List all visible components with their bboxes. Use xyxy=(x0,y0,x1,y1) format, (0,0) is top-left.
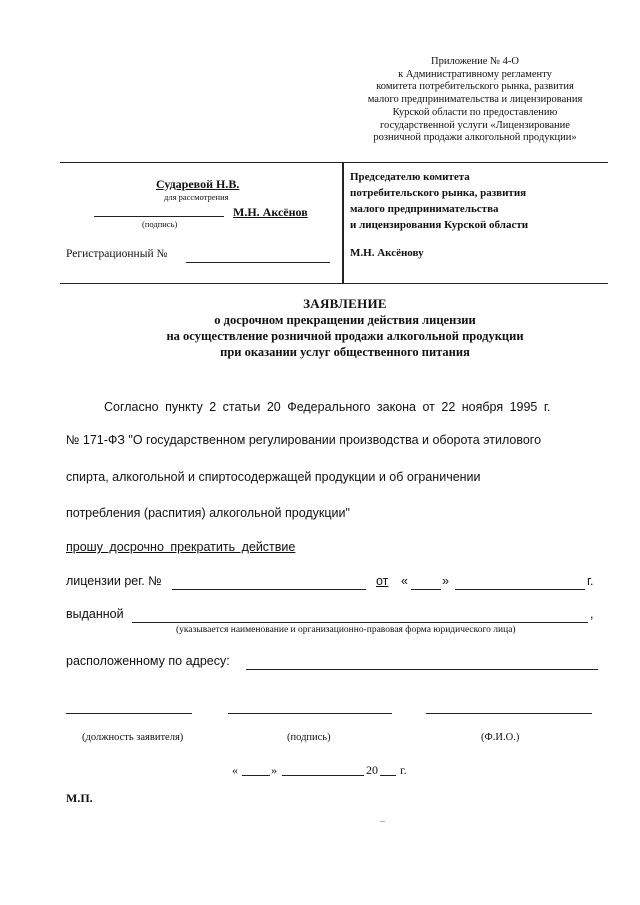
request-text: прошу досрочно прекратить действие xyxy=(66,540,296,554)
year-suffix: г. xyxy=(587,574,594,588)
quote-close: » xyxy=(442,574,449,588)
addressee-name: М.Н. Аксёнову xyxy=(350,247,424,259)
date-quote-open: « xyxy=(232,763,238,777)
appendix-line: государственной услуги «Лицензирование xyxy=(380,119,570,131)
body-line: потребления (распития) алкогольной продукции" xyxy=(66,506,350,520)
date-year-field[interactable] xyxy=(380,775,396,776)
registration-label: Регистрационный № xyxy=(66,248,168,260)
body-line: Согласно пункту 2 статьи 20 Федерального закона от 22 ноября 1995 г. xyxy=(104,400,551,414)
from-label: от xyxy=(376,574,389,588)
appendix-line: малого предпринимательства и лицензирования xyxy=(367,94,583,106)
date-year-suffix: г. xyxy=(400,763,407,777)
header-divider xyxy=(342,163,344,283)
appendix-line: комитета потребительского рынка, развития xyxy=(376,81,574,93)
recipient-note: для рассмотрения xyxy=(164,192,229,202)
appendix-line: Курской области по предоставлению xyxy=(392,106,558,118)
addressee-line: и лицензирования Курской области xyxy=(350,219,529,231)
recipient-name: Сударевой Н.В. xyxy=(156,177,240,191)
appendix-line: розничной продажи алкогольной продукции» xyxy=(373,132,577,144)
appendix-line: к Административному регламенту xyxy=(398,68,552,80)
date-quote-close: » xyxy=(271,763,277,777)
title-line: на осуществление розничной продажи алкогольной продукции xyxy=(166,329,524,343)
addressee-line: малого предпринимательства xyxy=(350,203,499,215)
date-year-prefix: 20 xyxy=(366,763,378,777)
addressee-line: Председателю комитета xyxy=(350,171,470,183)
position-caption: (должность заявителя) xyxy=(82,732,184,743)
appendix-line: Приложение № 4-О xyxy=(431,56,519,67)
title-main: ЗАЯВЛЕНИЕ xyxy=(303,296,387,311)
resolution-signature-line[interactable] xyxy=(94,216,224,217)
stamp-label: М.П. xyxy=(66,791,93,805)
license-month-field[interactable] xyxy=(455,589,585,590)
title-line: о досрочном прекращении действия лицензии xyxy=(214,313,476,327)
applicant-signature-field[interactable] xyxy=(228,713,392,714)
applicant-name-field[interactable] xyxy=(426,713,592,714)
body-line: № 171-ФЗ "О государственном регулировании производства и оборота этилового xyxy=(66,433,542,447)
resolution-block xyxy=(60,163,342,283)
signature-caption: (подпись) xyxy=(142,219,178,229)
issued-label: выданной xyxy=(66,607,124,621)
appendix-header xyxy=(320,56,630,145)
footer-mark: – xyxy=(380,816,385,827)
license-number-field[interactable] xyxy=(172,589,366,590)
issued-caption: (указывается наименование и организационно-правовая форма юридического лица) xyxy=(176,625,516,635)
issued-to-field[interactable] xyxy=(132,622,588,623)
quote-open: « xyxy=(401,574,408,588)
license-label: лицензии рег. № xyxy=(66,574,162,588)
issued-comma: , xyxy=(590,607,594,621)
signature-caption-bottom: (подпись) xyxy=(287,732,331,743)
registration-number-field[interactable] xyxy=(186,262,330,263)
title-line: при оказании услуг общественного питания xyxy=(220,345,470,359)
addressee-line: потребительского рынка, развития xyxy=(350,187,527,199)
body-line: спирта, алкогольной и спиртосодержащей продукции и об ограничении xyxy=(66,470,481,484)
address-field[interactable] xyxy=(246,669,598,670)
date-month-field[interactable] xyxy=(282,775,364,776)
addressee-block xyxy=(350,169,608,261)
address-label: расположенному по адресу: xyxy=(66,654,230,668)
name-caption: (Ф.И.О.) xyxy=(481,732,520,743)
document-title xyxy=(60,296,630,360)
signatory-name: М.Н. Аксёнов xyxy=(233,205,308,219)
license-day-field[interactable] xyxy=(411,589,441,590)
header-box xyxy=(60,162,608,284)
position-field[interactable] xyxy=(66,713,192,714)
date-day-field[interactable] xyxy=(242,775,270,776)
